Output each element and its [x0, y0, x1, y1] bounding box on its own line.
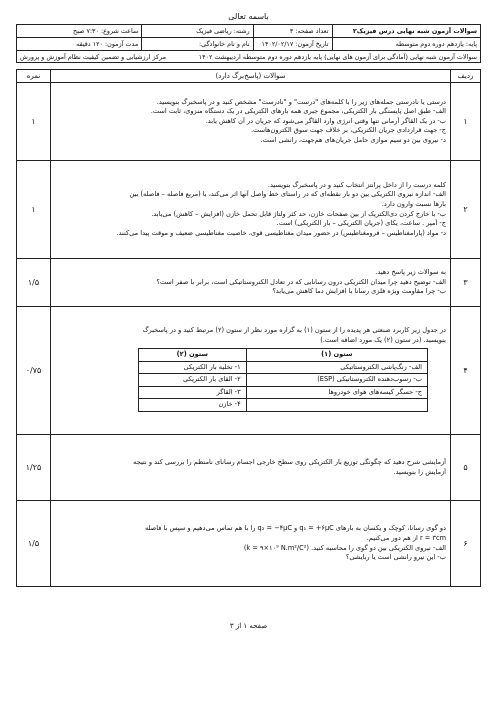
matching-col2-header: ستون (۲): [139, 349, 247, 362]
matching-col1-item: ب- رسوب‌دهنده الکتروستاتیکی (ESP): [246, 374, 427, 387]
exam-description-row: [16, 51, 481, 63]
question-number: ۵: [451, 435, 481, 501]
question-line: ج- آمپر . ساعت، یکای (جریان الکتریکی – بار الکتریکی) است.: [276, 219, 446, 228]
question-row: [17, 161, 481, 259]
question-line: ب- این نیرو رانشی است یا ربایشی؟: [345, 553, 446, 562]
exam-header-table: [16, 24, 481, 51]
question-score: ۱: [17, 161, 51, 259]
question-line: در جدول زیر کاربرد صنعتی هر پدیده را از ستون (۱) به گزاره مورد نظر از ستون (۲) مرتبط کنید و در پاسخبرگ: [142, 326, 446, 335]
matching-col2-item: ۲- القای بار الکتریکی: [139, 374, 247, 387]
question-line: ب- با خارج کردن دی‌الکتریک از بین صفحات خازن، حد کثر ولتاژ قابل تحمل خازن (افزایش – کاهش) می‌یابد.: [151, 209, 446, 218]
question-line: الف- طبق اصل پایستگی بار الکتریکی، مجموع جبری همه بارهای الکتریکی در یک دستگاه منزوی، ثابت است.: [150, 107, 446, 116]
question-number: ۶: [451, 501, 481, 587]
question-line: درستی یا نادرستی جمله‌های زیر را با کلمه‌های "درست" و "نادرست" مشخص کنید و در پاسخبرگ بنویسید.: [156, 97, 446, 106]
exam-description: سوالات آزمون شبه نهایی (آمادگی برای آزمون های نهایی) پایه یازدهم دوره دوم متوسطه اردیبهشت ۱۴۰۲: [198, 53, 477, 61]
question-line: ب- چرا مقاومت ویژه فلزی رسانا با افزایش دما کاهش می‌یابد؟: [272, 287, 446, 296]
question-row: [17, 259, 481, 307]
question-row: [17, 501, 481, 587]
question-line: د- نیروی بین دو سیم موازی حامل جریان‌های هم‌جهت، رانشی است.: [260, 135, 446, 144]
exam-title: سوالات آزمون شبه نهایی درس فیزیک۲: [332, 25, 480, 38]
matching-col2-item: ۳- القاگر: [139, 386, 247, 399]
question-line: دو گوی رسانا، کوچک و یکسان به بارهای q₁ = +۶μC و q₂ = −۴μC را با هم تماس می‌دهیم و سپس با فاصله: [144, 524, 446, 533]
question-number: ۴: [451, 307, 481, 435]
question-line: ج- جهت قراردادی جریان الکتریکی، بر خلاف جهت سوق الکترون‌هاست.: [250, 126, 446, 135]
question-line: الف- اندازه نیروی الکتریکی بین دو بار نقطه‌ای که در راستای خط واصل آنها اثر می‌کند، با (مربع فاصله – فاصله) بین: [129, 190, 446, 199]
question-row: [17, 307, 481, 435]
name-label: نام و نام خانوادگی:: [142, 38, 253, 51]
matching-col2-item: ۴- خازن: [139, 399, 247, 412]
field-name: رشته: ریاضی فیزیک: [142, 25, 253, 38]
question-body: [51, 161, 451, 259]
question-line: آزمایشی شرح دهید که چگونگی توزیع بار الکتریکی روی سطح خارجی اجسام رسانای نامنظم را بررسی کند و نتیجه: [133, 457, 446, 466]
question-line: ب- در یک القاگر آرمانی تنها وقتی انرژی وارد القاگر می‌شود که جریان در آن کاهش یابد.: [205, 116, 446, 125]
question-score: ۱/۲۵: [17, 435, 51, 501]
matching-col1-empty: [246, 399, 427, 412]
matching-col2-item: ۱- تخلیه بار الکتریکی: [139, 361, 247, 374]
col-score-header: نمره: [17, 70, 51, 83]
question-body: [51, 435, 451, 501]
start-time: ساعت شروع: ۷:۳۰ صبح: [17, 25, 142, 38]
matching-table: [138, 348, 428, 412]
question-body: [51, 307, 451, 435]
grade: پایه: یازدهم دوره دوم متوسطه: [332, 38, 480, 51]
question-line: r = ۳cm از هم دور می‌کنیم.: [366, 533, 446, 542]
basmala: باسمه تعالی: [228, 12, 269, 21]
question-line: به سوالات زیر پاسخ دهید.: [375, 268, 446, 277]
page-count: تعداد صفحه: ۳: [253, 25, 332, 38]
questions-table-header: [17, 70, 481, 83]
question-line: الف- توضیح دهید چرا میدان الکتریکی درون رسانایی که در تعادل الکتروستاتیکی است، برابر با صفر است؟: [156, 277, 446, 286]
col-questions-header: سوالات (پاسخ‌برگ دارد): [51, 70, 451, 83]
question-line: د- مواد (پارامغناطیس – فرومغناطیس) در حضور میدان مغناطیسی قوی، خاصیت مغناطیسی ضعیف و موقت پیدا می‌کنند.: [116, 228, 446, 237]
question-number: ۳: [451, 259, 481, 307]
question-number: ۱: [451, 83, 481, 161]
exam-date: تاریخ آزمون: ۱۴۰۲/۰۲/۱۷: [253, 38, 332, 51]
col-number-header: ردیف: [451, 70, 481, 83]
question-line: بنویسید. (در ستون (۲) یک مورد اضافه است.): [320, 335, 446, 344]
question-number: ۲: [451, 161, 481, 259]
page-footer: صفحه ۱ از ۳: [229, 622, 268, 630]
matching-col1-item: الف- رنگ‌پاشی الکتروستاتیکی: [246, 361, 427, 374]
question-score: ۱/۵: [17, 501, 51, 587]
matching-col1-header: ستون (۱): [246, 349, 427, 362]
organization: مرکز ارزشیابی و تضمین کیفیت نظام آموزش و پرورش: [20, 53, 167, 61]
question-score: ۱: [17, 83, 51, 161]
question-score: ۱/۵: [17, 259, 51, 307]
question-body: [51, 259, 451, 307]
question-line: الف- نیروی الکتریکی بین دو گوی را محاسبه کنید. (k = ۹×۱۰⁹ N.m²/C²): [243, 543, 446, 552]
question-line: بارها نسبت وارون دارد.: [381, 199, 446, 208]
question-body: [51, 501, 451, 587]
question-body: [51, 83, 451, 161]
duration: مدت آزمون: ۱۲۰ دقیقه: [17, 38, 142, 51]
matching-col1-item: ج- حسگر کیسه‌های هوای خودروها: [246, 386, 427, 399]
questions-table: [16, 69, 481, 587]
question-row: [17, 435, 481, 501]
question-score: ۰/۷۵: [17, 307, 51, 435]
question-line: آزمایش را بنویسید.: [393, 467, 446, 476]
question-row: [17, 83, 481, 161]
exam-page: [16, 10, 481, 632]
question-line: کلمه درست را از داخل پرانتز انتخاب کنید و در پاسخبرگ بنویسید.: [267, 180, 446, 189]
